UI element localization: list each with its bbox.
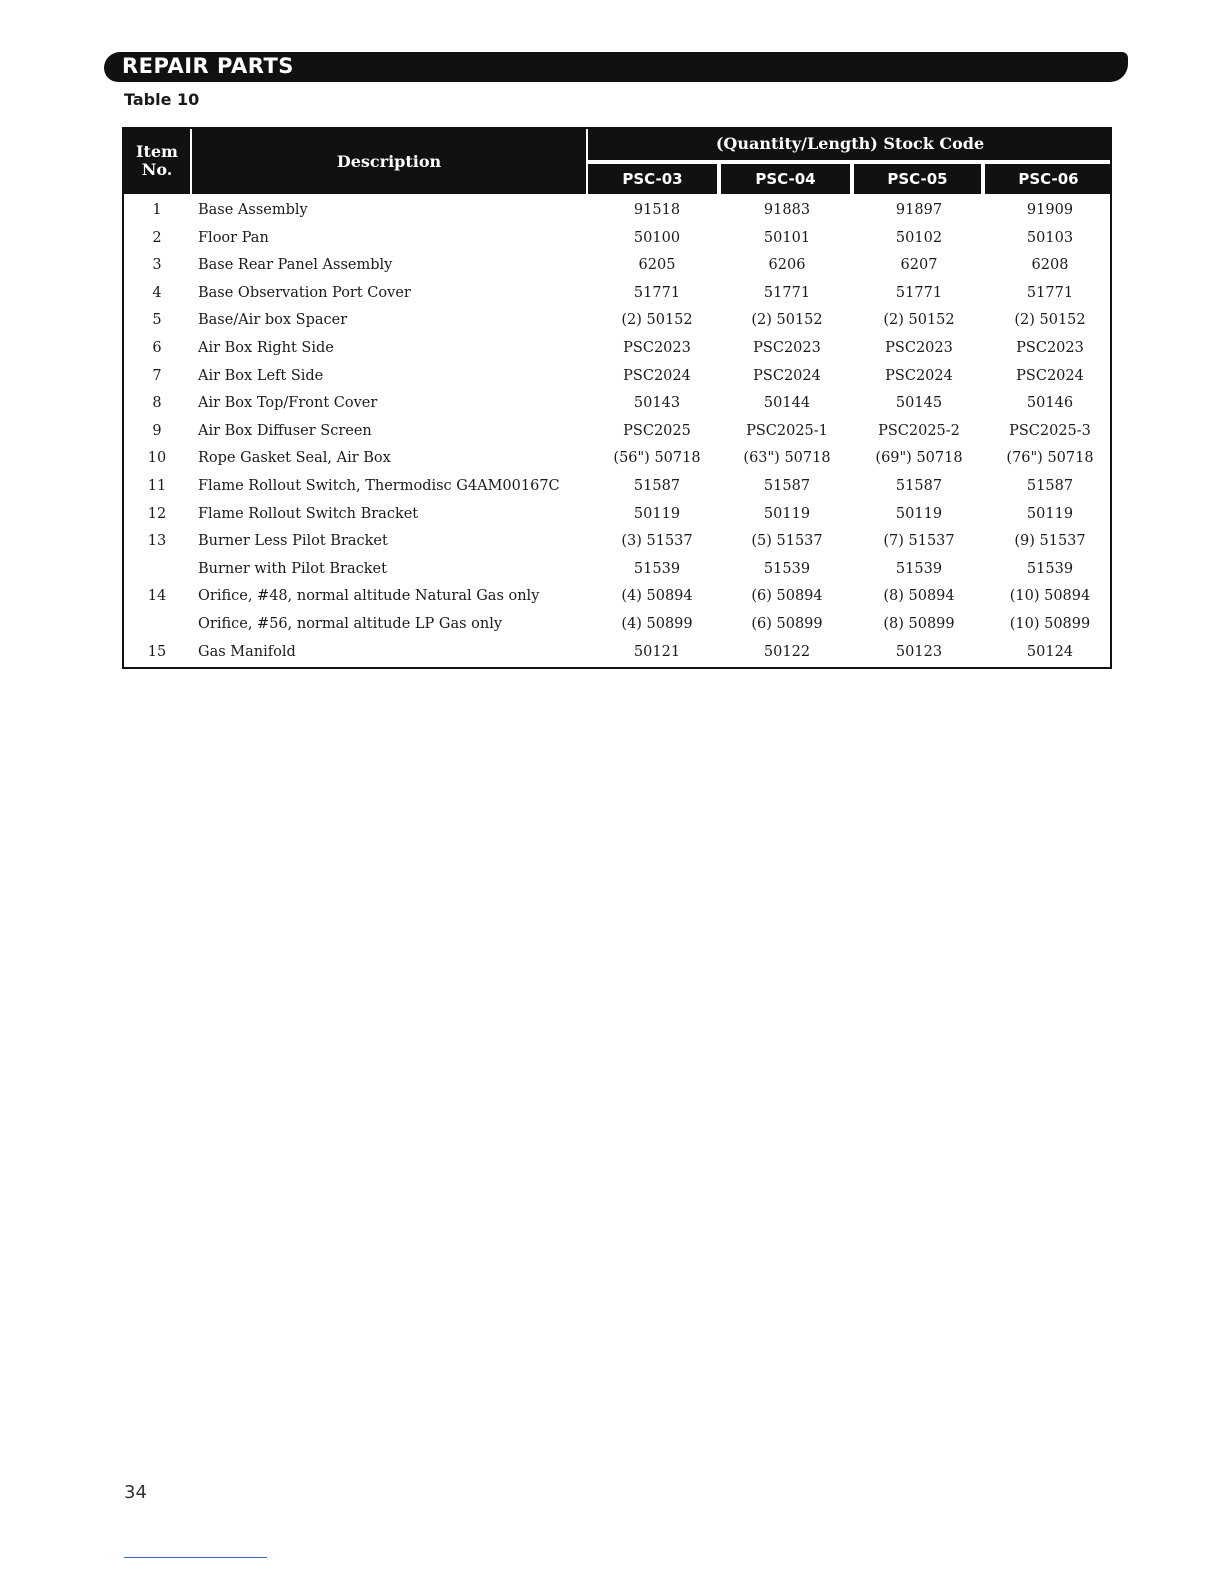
stock-code-psc-06: PSC2025-3 (1009, 422, 1091, 439)
stock-code-psc-04: PSC2023 (753, 339, 821, 356)
stock-code-psc-03: (4) 50894 (621, 588, 693, 605)
item-number: 12 (147, 505, 167, 522)
table-row (124, 473, 1110, 501)
table-row (124, 528, 1110, 556)
stock-code-psc-05: 50102 (895, 229, 943, 246)
part-description: Base Rear Panel Assembly (198, 257, 393, 274)
stock-code-psc-03: 91518 (633, 202, 681, 218)
stock-code-psc-03: 50119 (633, 505, 681, 522)
stock-code-psc-06: (2) 50152 (1014, 312, 1086, 329)
stock-code-psc-04: 50122 (763, 643, 811, 660)
table-row (124, 445, 1110, 473)
stock-code-psc-06: (10) 50899 (1009, 615, 1091, 632)
table-row (124, 197, 1110, 225)
stock-code-psc-03: 51587 (633, 477, 681, 494)
stock-code-psc-04: 51539 (763, 560, 811, 577)
header-model-psc-03: PSC-03 (588, 164, 717, 194)
header-stock-code-group: (Quantity/Length) Stock Code (588, 129, 1112, 160)
stock-code-psc-05: (69") 50718 (875, 450, 963, 467)
stock-code-psc-03: 51771 (633, 284, 681, 301)
part-description: Rope Gasket Seal, Air Box (198, 450, 391, 467)
header-model-psc-05: PSC-05 (854, 164, 981, 194)
table-row (124, 307, 1110, 335)
stock-code-psc-03: PSC2024 (623, 367, 691, 384)
stock-code-psc-03: (2) 50152 (621, 312, 693, 329)
page-number: 34 (124, 1482, 147, 1503)
part-description: Gas Manifold (198, 643, 296, 660)
table-row (124, 583, 1110, 611)
stock-code-psc-05: (8) 50894 (883, 588, 955, 605)
stock-code-psc-04: 91883 (763, 202, 811, 218)
part-description: Flame Rollout Switch, Thermodisc G4AM00167C (198, 477, 560, 494)
stock-code-psc-06: 51587 (1026, 477, 1074, 494)
item-number: 10 (147, 450, 167, 467)
item-number: 13 (147, 533, 167, 550)
part-description: Flame Rollout Switch Bracket (198, 505, 419, 522)
stock-code-psc-06: (10) 50894 (1009, 588, 1091, 605)
table-label: Table 10 (124, 90, 200, 109)
part-description: Floor Pan (198, 229, 269, 246)
stock-code-psc-05: 51587 (895, 477, 943, 494)
stock-code-psc-03: PSC2023 (623, 339, 691, 356)
item-number: 11 (147, 477, 167, 494)
part-description: Air Box Left Side (198, 367, 324, 384)
stock-code-psc-03: 50121 (633, 643, 681, 660)
item-number: 3 (152, 257, 162, 274)
stock-code-psc-06: 50103 (1026, 229, 1074, 246)
stock-code-psc-06: 91909 (1026, 202, 1074, 218)
table-row (124, 639, 1110, 667)
part-description: Orifice, #56, normal altitude LP Gas only (198, 615, 503, 632)
stock-code-psc-04: (63") 50718 (743, 450, 831, 467)
stock-code-psc-05: 6207 (900, 257, 938, 274)
section-banner (104, 52, 1128, 82)
item-number: 14 (147, 588, 167, 605)
stock-code-psc-04: 6206 (768, 257, 806, 274)
stock-code-psc-05: PSC2025-2 (878, 422, 960, 439)
stock-code-psc-05: (2) 50152 (883, 312, 955, 329)
table-row (124, 390, 1110, 418)
table-row (124, 556, 1110, 584)
stock-code-psc-04: 50119 (763, 505, 811, 522)
stock-code-psc-04: 51771 (763, 284, 811, 301)
stock-code-psc-06: 6208 (1031, 257, 1069, 274)
stock-code-psc-06: 50146 (1026, 395, 1074, 412)
part-description: Orifice, #48, normal altitude Natural Gas only (198, 588, 540, 605)
table-row (124, 363, 1110, 391)
stock-code-psc-05: PSC2023 (885, 339, 953, 356)
part-description: Base Observation Port Cover (198, 284, 411, 301)
table-row (124, 501, 1110, 529)
part-description: Air Box Diffuser Screen (198, 422, 372, 439)
header-model-psc-06: PSC-06 (985, 164, 1112, 194)
stock-code-psc-03: 50143 (633, 395, 681, 412)
stock-code-psc-04: (2) 50152 (751, 312, 823, 329)
part-description: Base/Air box Spacer (198, 312, 348, 329)
table-row (124, 335, 1110, 363)
stock-code-psc-03: 50100 (633, 229, 681, 246)
stock-code-psc-05: 91897 (895, 202, 943, 218)
stock-code-psc-04: (6) 50894 (751, 588, 823, 605)
part-description: Burner with Pilot Bracket (198, 560, 387, 577)
item-number: 4 (152, 284, 162, 301)
item-number: 5 (152, 312, 162, 329)
stock-code-psc-03: (4) 50899 (621, 615, 693, 632)
stock-code-psc-05: PSC2024 (885, 367, 953, 384)
stock-code-psc-03: PSC2025 (623, 422, 691, 439)
stock-code-psc-05: 50119 (895, 505, 943, 522)
item-number: 6 (152, 339, 162, 356)
stock-code-psc-03: (3) 51537 (621, 533, 693, 550)
item-number: 7 (152, 367, 162, 384)
item-number: 9 (152, 422, 162, 439)
stock-code-psc-06: 51771 (1026, 284, 1074, 301)
stock-code-psc-04: 51587 (763, 477, 811, 494)
stock-code-psc-05: (7) 51537 (883, 533, 955, 550)
item-number: 1 (152, 202, 162, 218)
item-number: 15 (147, 643, 167, 660)
header-item-no: Item No. (124, 129, 190, 194)
stock-code-psc-04: PSC2025-1 (746, 422, 828, 439)
table-row (124, 280, 1110, 308)
item-number: 8 (152, 395, 162, 412)
table-row (124, 252, 1110, 280)
part-description: Base Assembly (198, 202, 308, 218)
stock-code-psc-05: 50145 (895, 395, 943, 412)
section-title: REPAIR PARTS (122, 54, 294, 78)
footer-rule (124, 1557, 267, 1558)
table-row (124, 225, 1110, 253)
repair-parts-table (122, 127, 1112, 669)
stock-code-psc-05: 50123 (895, 643, 943, 660)
stock-code-psc-03: 51539 (633, 560, 681, 577)
stock-code-psc-06: 50124 (1026, 643, 1074, 660)
header-model-psc-04: PSC-04 (721, 164, 850, 194)
stock-code-psc-04: 50144 (763, 395, 811, 412)
item-number: 2 (152, 229, 162, 246)
stock-code-psc-06: 51539 (1026, 560, 1074, 577)
stock-code-psc-06: PSC2024 (1016, 367, 1084, 384)
stock-code-psc-03: 6205 (638, 257, 676, 274)
stock-code-psc-06: 50119 (1026, 505, 1074, 522)
stock-code-psc-04: 50101 (763, 229, 811, 246)
stock-code-psc-06: PSC2023 (1016, 339, 1084, 356)
stock-code-psc-06: (9) 51537 (1014, 533, 1086, 550)
stock-code-psc-03: (56") 50718 (613, 450, 701, 467)
stock-code-psc-04: (5) 51537 (751, 533, 823, 550)
stock-code-psc-04: PSC2024 (753, 367, 821, 384)
table-row (124, 418, 1110, 446)
stock-code-psc-05: 51539 (895, 560, 943, 577)
stock-code-psc-04: (6) 50899 (751, 615, 823, 632)
part-description: Burner Less Pilot Bracket (198, 533, 388, 550)
table-body (124, 197, 1110, 666)
part-description: Air Box Top/Front Cover (198, 395, 378, 412)
stock-code-psc-05: (8) 50899 (883, 615, 955, 632)
header-description: Description (192, 129, 586, 194)
stock-code-psc-05: 51771 (895, 284, 943, 301)
table-row (124, 611, 1110, 639)
stock-code-psc-06: (76") 50718 (1006, 450, 1094, 467)
part-description: Air Box Right Side (198, 339, 334, 356)
